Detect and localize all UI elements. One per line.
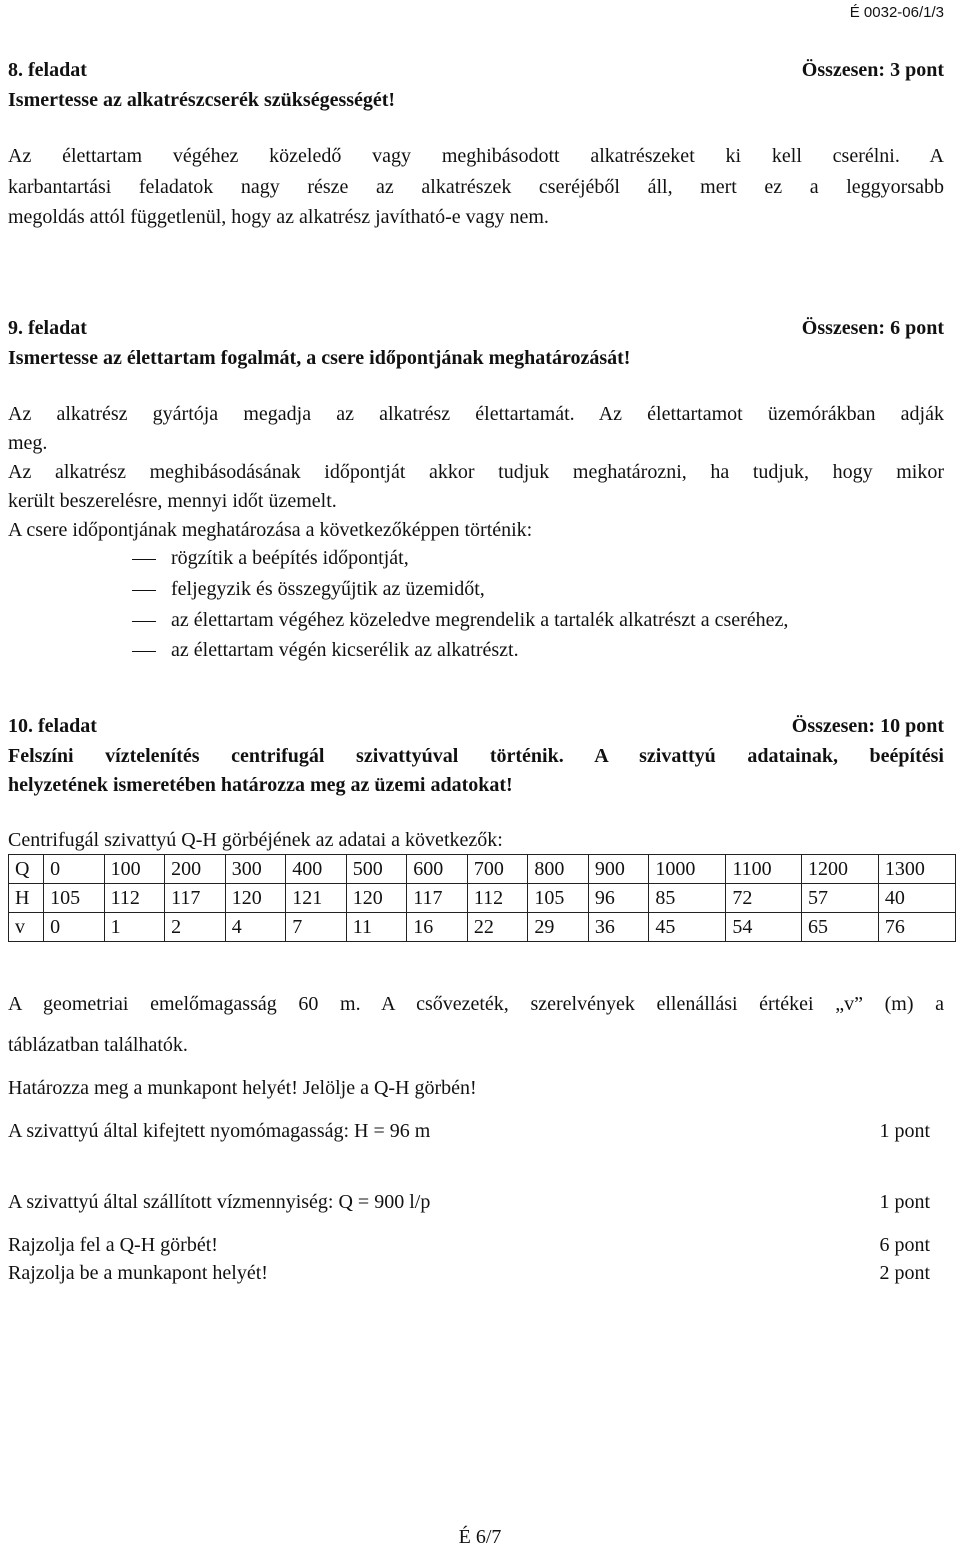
table-cell: 0 (44, 913, 105, 942)
bullet-dash (132, 590, 156, 591)
table-cell: 54 (726, 913, 802, 942)
geometry-line-2: táblázatban találhatók. (8, 1034, 188, 1056)
task9-bullet-3: az élettartam végéhez közeledve megrendelik a tartalék alkatrészt a cseréhez, (171, 609, 789, 631)
table-row-label: H (9, 884, 44, 913)
qh-data-table (8, 854, 956, 942)
table-cell: 57 (802, 884, 879, 913)
answer-2-points: 1 pont (879, 1191, 930, 1213)
table-cell: 200 (165, 855, 226, 884)
task9-title: 9. feladat (8, 317, 87, 339)
table-cell: 16 (407, 913, 468, 942)
bullet-dash (132, 621, 156, 622)
task8-title: 8. feladat (8, 59, 87, 81)
answer-1-points: 1 pont (879, 1120, 930, 1142)
table-cell: 1200 (802, 855, 879, 884)
task10-question-line-2: helyzetének ismeretében határozza meg az üzemi adatokat! (8, 774, 513, 796)
task9-bullet-4: az élettartam végén kicserélik az alkatrészt. (171, 639, 519, 661)
page-code: É 0032-06/1/3 (849, 4, 944, 21)
table-cell: 22 (467, 913, 528, 942)
task9-points: Összesen: 6 pont (801, 317, 944, 339)
task9-question: Ismertesse az élettartam fogalmát, a csere időpontjának meghatározását! (8, 347, 631, 369)
table-cell: 40 (878, 884, 955, 913)
task8-line-1: Az élettartam végéhez közeledő vagy meghibásodott alkatrészeket ki kell cserélni. A (8, 145, 944, 167)
table-cell: 1300 (878, 855, 955, 884)
table-cell: 76 (878, 913, 955, 942)
table-cell: 105 (44, 884, 105, 913)
table-cell: 500 (346, 855, 407, 884)
table-cell: 300 (225, 855, 286, 884)
table-cell: 700 (467, 855, 528, 884)
table-cell: 400 (286, 855, 347, 884)
table-cell: 85 (649, 884, 726, 913)
task9-line-2: meg. (8, 432, 48, 454)
table-cell: 1 (104, 913, 165, 942)
table-cell: 100 (104, 855, 165, 884)
table-cell: 112 (104, 884, 165, 913)
table-cell: 117 (165, 884, 226, 913)
table-cell: 117 (407, 884, 468, 913)
table-cell: 120 (346, 884, 407, 913)
table-row-label: v (9, 913, 44, 942)
answer-4-text: Rajzolja be a munkapont helyét! (8, 1262, 268, 1284)
table-cell: 121 (286, 884, 347, 913)
answer-3-points: 6 pont (879, 1234, 930, 1256)
task9-bullet-1: rögzítik a beépítés időpontját, (171, 547, 409, 569)
task8-points: Összesen: 3 pont (801, 59, 944, 81)
task9-line-1: Az alkatrész gyártója megadja az alkatrész élettartamát. Az élettartamot üzemórákban adják (8, 403, 944, 425)
task9-bullet-2: feljegyzik és összegyűjtik az üzemidőt, (171, 578, 485, 600)
table-cell: 11 (346, 913, 407, 942)
task8-line-2: karbantartási feladatok nagy része az alkatrészek cseréjéből áll, mert ez a leggyorsabb (8, 176, 944, 198)
answer-2-text: A szivattyú által szállított vízmennyiség: Q = 900 l/p (8, 1191, 431, 1213)
geometry-line-1: A geometriai emelőmagasság 60 m. A csővezeték, szerelvények ellenállási értékei „v” (m) a (8, 993, 944, 1015)
task9-line-3: Az alkatrész meghibásodásának időpontját akkor tudjuk meghatározni, ha tudjuk, hogy mikor (8, 461, 944, 483)
table-cell: 45 (649, 913, 726, 942)
task8-line-3: megoldás attól függetlenül, hogy az alkatrész javítható-e vagy nem. (8, 206, 549, 228)
task10-points: Összesen: 10 pont (791, 715, 944, 737)
table-cell: 1000 (649, 855, 726, 884)
table-row-label: Q (9, 855, 44, 884)
table-cell: 112 (467, 884, 528, 913)
bullet-dash (132, 651, 156, 652)
table-cell: 29 (528, 913, 589, 942)
instruction: Határozza meg a munkapont helyét! Jelölje a Q-H görbén! (8, 1077, 477, 1099)
page-footer: É 6/7 (458, 1526, 502, 1548)
table-cell: 900 (588, 855, 649, 884)
table-cell: 36 (588, 913, 649, 942)
table-row (9, 855, 956, 884)
table-row (9, 913, 956, 942)
table-cell: 2 (165, 913, 226, 942)
task8-question: Ismertesse az alkatrészcserék szükségességét! (8, 89, 396, 111)
table-cell: 1100 (726, 855, 802, 884)
table-cell: 120 (225, 884, 286, 913)
table-intro: Centrifugál szivattyú Q-H görbéjének az adatai a következők: (8, 829, 503, 851)
table-cell: 105 (528, 884, 589, 913)
task9-line-4: került beszerelésre, mennyi időt üzemelt. (8, 490, 337, 512)
table-cell: 600 (407, 855, 468, 884)
table-cell: 72 (726, 884, 802, 913)
task10-question-line-1: Felszíni víztelenítés centrifugál szivattyúval történik. A szivattyú adatainak, beépítési (8, 745, 944, 767)
answer-3-text: Rajzolja fel a Q-H görbét! (8, 1234, 218, 1256)
answer-1-text: A szivattyú által kifejtett nyomómagasság: H = 96 m (8, 1120, 431, 1142)
answer-4-points: 2 pont (879, 1262, 930, 1284)
table-cell: 65 (802, 913, 879, 942)
task10-title: 10. feladat (8, 715, 97, 737)
table-cell: 4 (225, 913, 286, 942)
table-row (9, 884, 956, 913)
table-cell: 96 (588, 884, 649, 913)
table-cell: 7 (286, 913, 347, 942)
table-cell: 800 (528, 855, 589, 884)
task9-line-5: A csere időpontjának meghatározása a következőképpen történik: (8, 519, 533, 541)
bullet-dash (132, 559, 156, 560)
table-cell: 0 (44, 855, 105, 884)
